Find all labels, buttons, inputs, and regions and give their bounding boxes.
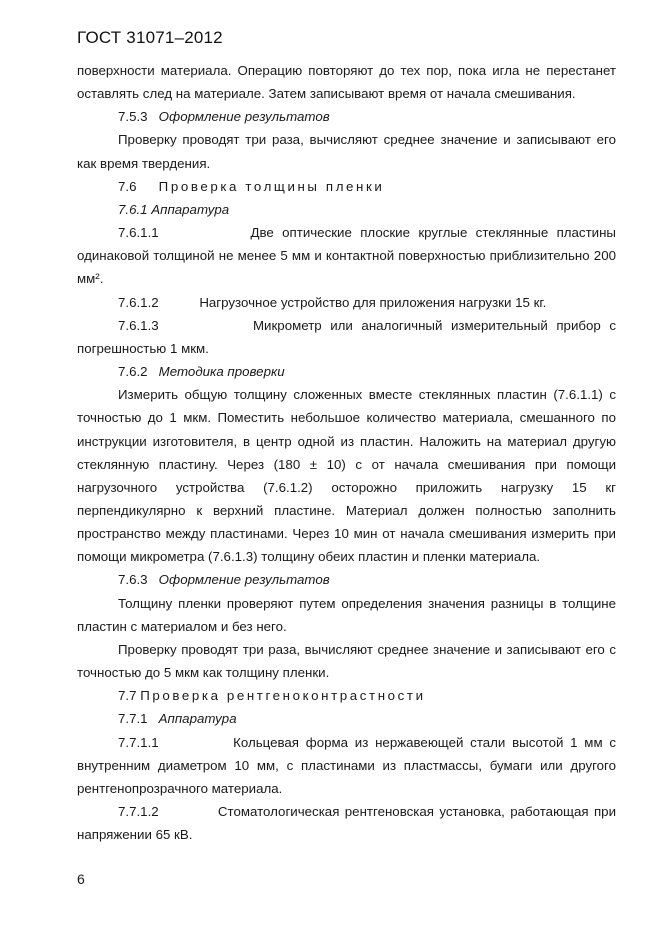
paragraph: Проверку проводят три раза, вычисляют среднее значение и записывают его с точностью до 5 мкм как толщину пленки.	[77, 641, 616, 681]
section-heading	[77, 105, 616, 128]
page-number: 6	[77, 871, 85, 887]
clause-7-7-1-2	[77, 800, 616, 846]
paragraph: поверхности материала. Операцию повторяют до тех пор, пока игла не перестанет оставлять след на материале. Затем записывают время от начала смешивания.	[77, 63, 616, 102]
section-heading	[77, 707, 616, 730]
section-title: Оформление результатов	[158, 109, 330, 125]
section-title: Проверка рентгеноконтрастности	[140, 688, 426, 704]
section-title: Аппаратура	[158, 711, 237, 727]
section-title: Проверка толщины пленки	[158, 178, 385, 194]
clause-number: 7.7.1.2	[118, 804, 159, 819]
clause-text: Нагрузочное устройство для приложения нагрузки 15 кг.	[199, 294, 547, 310]
section-title: 7.6.1 Аппаратура	[118, 201, 230, 217]
clause-text: Две оптические плоские круглые стеклянные пластины одинаковой толщиной не менее 5 мм и контактной поверхностью приблизительно 200 мм².	[77, 225, 616, 287]
section-heading	[77, 684, 616, 707]
section-number: 7.7	[118, 688, 137, 704]
clause-7-6-1-3	[77, 314, 616, 360]
clause-text: Кольцевая форма из нержавеющей стали высотой 1 мм с внутренним диаметром 10 мм, с пластинами из пластмассы, бумаги или другого рентгенопрозрачного материала.	[77, 734, 617, 796]
clause-text: Стоматологическая рентгеновская установка, работающая при напряжении 65 кВ.	[77, 804, 616, 843]
clause-7-6-1-1	[77, 221, 616, 290]
clause-7-7-1-1	[77, 731, 616, 800]
clause-7-6-1-2	[77, 291, 616, 314]
section-heading	[77, 175, 616, 198]
clause-number: 7.6.1.3	[118, 317, 159, 333]
section-number: 7.6	[118, 178, 137, 194]
section-number: 7.6.2	[118, 364, 148, 380]
paragraph: Проверку проводят три раза, вычисляют среднее значение и записывают его как время твердения.	[77, 132, 616, 171]
paragraph: Измерить общую толщину сложенных вместе стеклянных пластин (7.6.1.1) с точностью до 1 мкм. Поместить небольшое количество материала, смешанного по инструкции изготовителя, в центр одной из пластин. Наложить на материал другую стеклянную пластину. Через (180 ± 10) с от начала смешивания при помощи нагрузочного устройства (7.6.1.2) осторожно приложить нагрузку 15 кг перпендикулярно к верхний пластине. Материал должен полностью заполнить пространство между пластинами. Через 10 мин от начала смешивания измерить при помощи микрометра (7.6.1.3) толщину обеих пластин и пленки материала.	[77, 387, 616, 565]
document-body	[77, 59, 616, 846]
section-heading	[77, 198, 616, 221]
clause-text: Микрометр или аналогичный измерительный прибор с погрешностью 1 мкм.	[77, 317, 616, 356]
section-title: Методика проверки	[158, 364, 285, 380]
section-heading	[77, 568, 616, 591]
paragraph: Толщину пленки проверяют путем определения значения разницы в толщине пластин с материалом и без него.	[77, 595, 616, 634]
section-number: 7.6.3	[118, 572, 148, 588]
section-heading	[77, 360, 616, 383]
clause-number: 7.6.1.2	[118, 294, 159, 310]
section-number: 7.5.3	[118, 109, 148, 125]
document-header: ГОСТ 31071–2012	[77, 28, 223, 47]
clause-number: 7.6.1.1	[118, 225, 159, 241]
clause-number: 7.7.1.1	[118, 734, 159, 750]
section-number: 7.7.1	[118, 711, 148, 727]
section-title: Оформление результатов	[158, 572, 330, 588]
